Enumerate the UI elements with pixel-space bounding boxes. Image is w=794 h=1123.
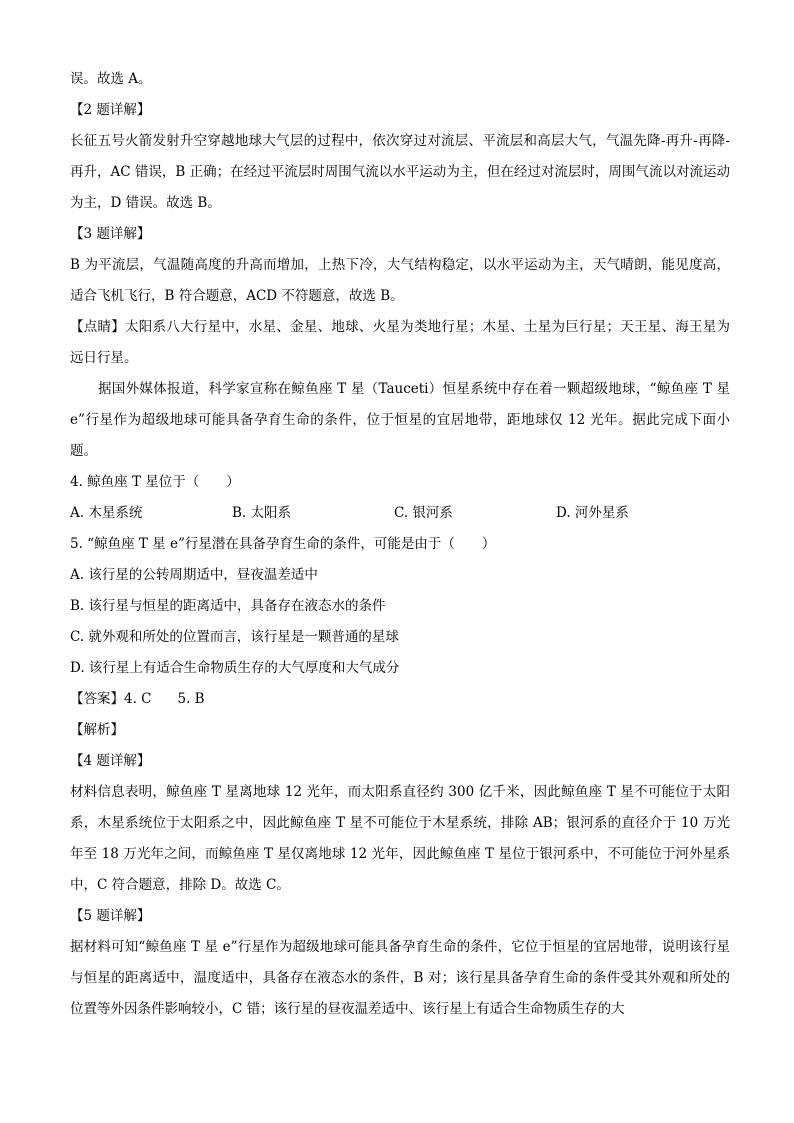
q5-option-d: D. 该行星上有适合生命物质生存的大气厚度和大气成分 xyxy=(70,660,400,676)
q5-option-c: C. 就外观和所处的位置而言，该行星是一颗普通的星球 xyxy=(70,629,399,645)
section-heading-q2: 【2 题详解】 xyxy=(70,102,151,118)
answer-label: 【答案】 xyxy=(70,691,124,707)
text-line: 误。故选 A。 xyxy=(70,71,152,87)
question-4: 4. 鲸鱼座 T 星位于（ ） xyxy=(70,474,240,490)
section-heading-q5: 【5 题详解】 xyxy=(70,908,151,924)
question-4-options xyxy=(70,498,730,529)
analysis-heading: 【解析】 xyxy=(70,722,124,738)
section-heading-q4: 【4 题详解】 xyxy=(70,753,151,769)
paragraph-q5-explanation: 据材料可知“鲸鱼座 T 星 e”行星作为超级地球可能具备孕育生命的条件，它位于恒星的宜居地带，说明该行星与恒星的距离适中，温度适中，具备存在液态水的条件，B 对；该行星具备孕育生命的条件受其外观和所处的位置等外因条件影响较小，C 错；该行星的昼夜温差适中、该行星上有适合生命物质生存的大 xyxy=(70,939,730,1017)
question-5: 5. “鲸鱼座 T 星 e”行星潜在具备孕育生命的条件，可能是由于（ ） xyxy=(70,536,496,552)
answer-5: 5. B xyxy=(177,691,205,707)
option-d: D. 河外星系 xyxy=(556,505,629,521)
paragraph-q2-explanation: 长征五号火箭发射升空穿越地球大气层的过程中，依次穿过对流层、平流层和高层大气，气温先降-再升-再降-再升，AC 错误，B 正确；在经过平流层时周围气流以水平运动为主，但在经过对流层时，周围气流以对流运动为主，D 错误。故选 B。 xyxy=(70,133,730,211)
section-heading-q3: 【3 题详解】 xyxy=(70,226,151,242)
option-a: A. 木星系统 xyxy=(70,505,143,521)
q5-option-a: A. 该行星的公转周期适中，昼夜温差适中 xyxy=(70,567,318,583)
q5-option-b: B. 该行星与恒星的距离适中，具备存在液态水的条件 xyxy=(70,598,386,614)
paragraph-note xyxy=(70,312,730,374)
note-label: 【点睛】 xyxy=(70,319,126,335)
note-text: 太阳系八大行星中，水星、金星、地球、火星为类地行星；木星、土星为巨行星；天王星、海王星为远日行星。 xyxy=(70,319,731,366)
answer-4: 4. C xyxy=(124,691,152,707)
paragraph-q3-explanation: B 为平流层，气温随高度的升高而增加，上热下冷，大气结构稳定，以水平运动为主，天气晴朗，能见度高，适合飞机飞行，B 符合题意，ACD 不符题意，故选 B。 xyxy=(70,257,730,304)
paragraph-q4-explanation: 材料信息表明，鲸鱼座 T 星离地球 12 光年，而太阳系直径约 300 亿千米，因此鲸鱼座 T 星不可能位于太阳系，木星系统位于太阳系之中，因此鲸鱼座 T 星不可能位于木星系统，排除 AB；银河系的直径介于 10 万光年至 18 万光年之间，而鲸鱼座 T 星仅离地球 12 光年，因此鲸鱼座 T 星位于银河系中，不可能位于河外星系中，C 符合题意，排除 D。故选 C。 xyxy=(70,784,730,893)
option-c: C. 银河系 xyxy=(394,505,453,521)
document-page xyxy=(70,64,730,1025)
option-b: B. 太阳系 xyxy=(232,505,292,521)
answer-row xyxy=(70,684,730,715)
paragraph-material: 据国外媒体报道，科学家宣称在鲸鱼座 T 星（Tauceti）恒星系统中存在着一颗超级地球，“鲸鱼座 T 星 e”行星作为超级地球可能具备孕育生命的条件，位于恒星的宜居地带，距地球仅 12 光年。据此完成下面小题。 xyxy=(70,381,730,459)
